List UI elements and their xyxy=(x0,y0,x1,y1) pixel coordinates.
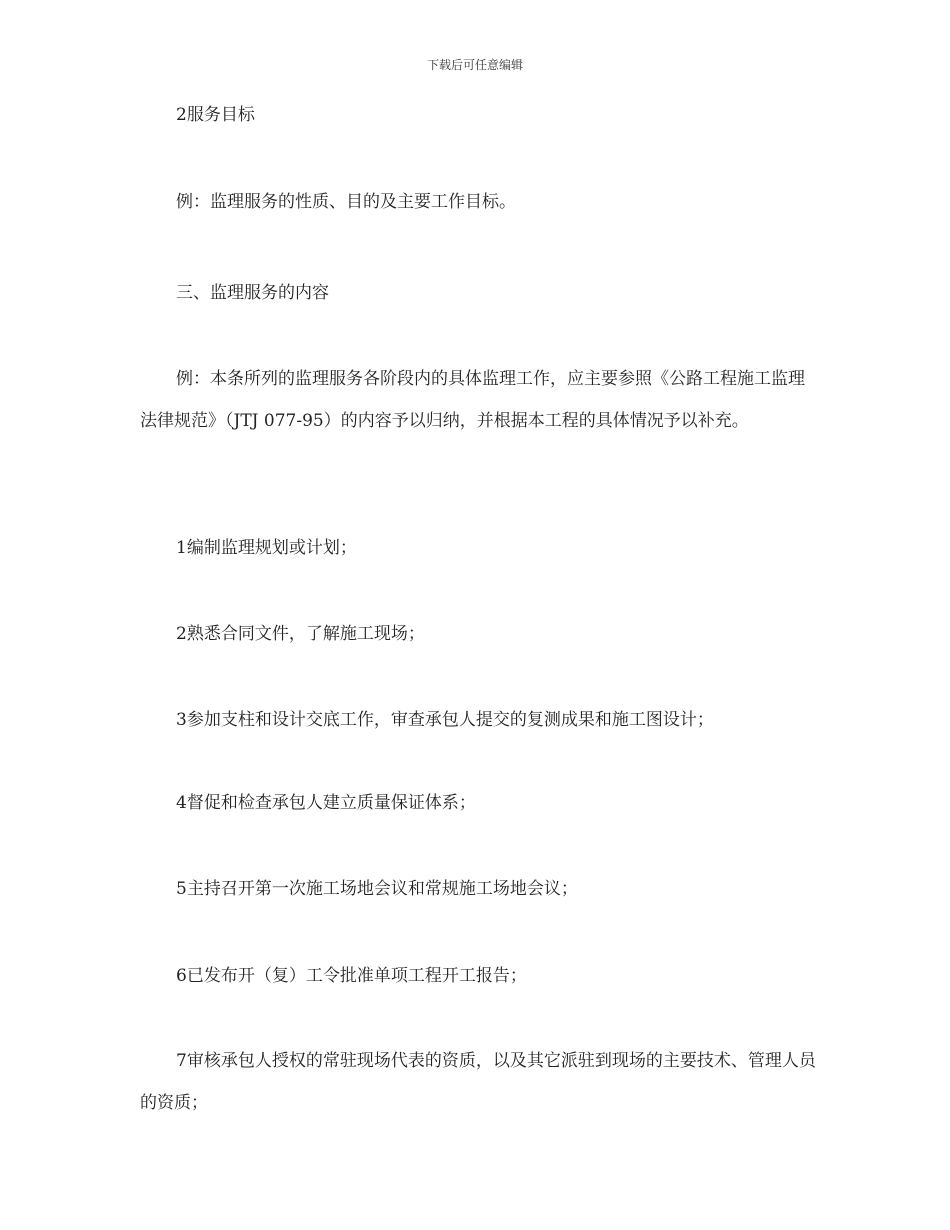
paragraph: 1编制监理规划或计划； xyxy=(176,538,357,558)
paragraph: 2服务目标 xyxy=(176,105,255,125)
paragraph: 7审核承包人授权的常驻现场代表的资质，以及其它派驻到现场的主要技术、管理人员的资质； xyxy=(140,1051,816,1113)
paragraph: 三、监理服务的内容 xyxy=(176,283,329,303)
paragraph: 2熟悉合同文件，了解施工现场； xyxy=(176,624,425,644)
paragraph: 6已发布开（复）工令批准单项工程开工报告； xyxy=(176,966,527,986)
paragraph: 5主持召开第一次施工场地会议和常规施工场地会议； xyxy=(176,879,578,899)
paragraph: 3参加支柱和设计交底工作，审查承包人提交的复测成果和施工图设计； xyxy=(176,710,714,730)
paragraph: 例：本条所列的监理服务各阶段内的具体监理工作，应主要参照《公路工程施工监理法律规范》（JTJ 077-95）的内容予以归纳，并根据本工程的具体情况予以补充。 xyxy=(140,369,805,431)
paragraph: 例：监理服务的性质、目的及主要工作目标。 xyxy=(176,192,516,212)
page-header: 下载后可任意编辑 xyxy=(426,58,523,72)
paragraph: 4督促和检查承包人建立质量保证体系； xyxy=(176,793,476,813)
